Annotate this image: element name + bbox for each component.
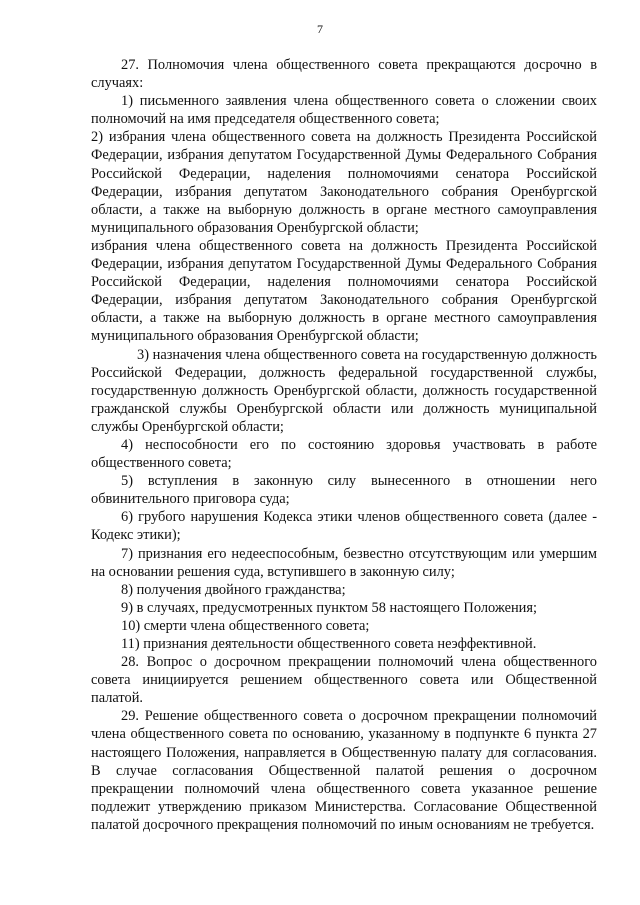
paragraph-27-item-8: 8) получения двойного гражданства; bbox=[121, 581, 346, 598]
paragraph-27-item-10: 10) смерти члена общественного совета; bbox=[121, 617, 370, 634]
paragraph-29: 29. Решение общественного совета о досрочном прекращении полномочий члена общественного совета по основанию, указанному в подпункте 6 пункта 27 настоящего Положения, направляется в Общественную палату для согласования. В случае согласования Общественной палатой решения о досрочном прекращении полномочий члена общественного совета указанное решение подлежит утверждению приказом Министерства. Согласование Общественной палатой досрочного прекращения полномочий по иным основаниям не требуется. bbox=[91, 708, 597, 833]
paragraph-27-item-2: 2) избрания члена общественного совета на должность Президента Российской Федерации, избрания депутатом Государственной Думы Федерального Собрания Российской Федерации, наделения полномочиями сенатора Российской Федерации, избрания депутатом Законодательного собрания Оренбургской области, а также на выборную должность в органе местного самоуправления муниципального образования Оренбургской области; bbox=[91, 129, 597, 236]
page-number: 7 bbox=[317, 22, 323, 36]
paragraph-27: 27. Полномочия члена общественного совета прекращаются досрочно в случаях: bbox=[91, 57, 597, 92]
paragraph-27-item-3: 3) назначения члена общественного совета на государственную должность Российской Федерации, должность федеральной государственной службы, государственную должность Оренбургской области, должность государственной гражданской службы Оренбургской области или должность муниципальной службы Оренбургской области; bbox=[91, 346, 597, 435]
paragraph-27-item-9: 9) в случаях, предусмотренных пунктом 58 настоящего Положения; bbox=[121, 599, 538, 616]
paragraph-27-item-2-duplicate: избрания члена общественного совета на должность Президента Российской Федерации, избрания депутатом Государственной Думы Федерального Собрания Российской Федерации, наделения полномочиями сенатора Российской Федерации, избрания депутатом Законодательного собрания Оренбургской области, а также на выборную должность в органе местного самоуправления муниципального образования Оренбургской области; bbox=[91, 237, 597, 345]
paragraph-28: 28. Вопрос о досрочном прекращении полномочий члена общественного совета инициируется решением общественного совета или Общественной палатой. bbox=[91, 654, 597, 707]
paragraph-27-item-11: 11) признания деятельности общественного совета неэффективной. bbox=[121, 636, 537, 652]
paragraph-27-item-5: 5) вступления в законную силу вынесенного в отношении него обвинительного приговора суда; bbox=[91, 473, 597, 508]
paragraph-27-item-6: 6) грубого нарушения Кодекса этики членов общественного совета (далее - Кодекс этики); bbox=[91, 509, 597, 544]
paragraph-27-item-7: 7) признания его недееспособным, безвестно отсутствующим или умершим на основании решения суда, вступившего в законную силу; bbox=[91, 545, 597, 580]
document-body bbox=[91, 56, 597, 834]
paragraph-27-item-4: 4) неспособности его по состоянию здоровья участвовать в работе общественного совета; bbox=[91, 436, 597, 472]
paragraph-27-item-1: 1) письменного заявления члена общественного совета о сложении своих полномочий на имя председателя общественного совета; bbox=[91, 93, 597, 128]
